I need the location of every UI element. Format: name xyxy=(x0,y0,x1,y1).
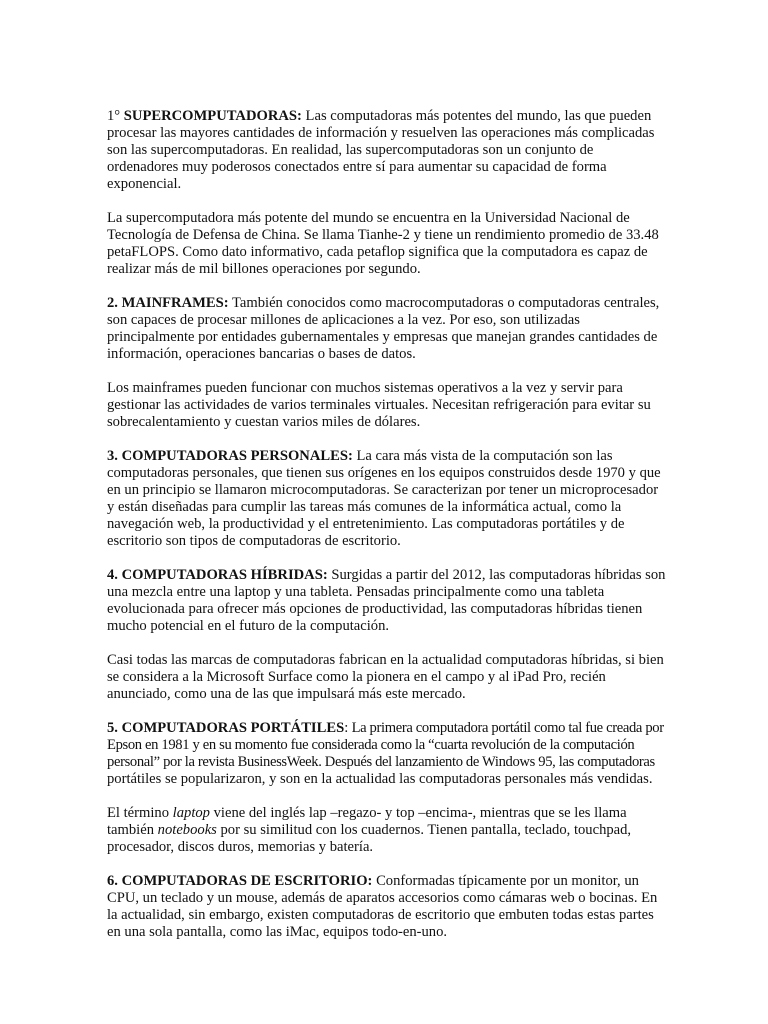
heading-mainframes: 2. MAINFRAMES: xyxy=(107,295,229,311)
heading-colon: : xyxy=(344,720,349,736)
paragraph-text: Casi todas las marcas de computadoras fabrican en la actualidad computadoras híbridas, si bien se considera a la Microsoft Surface como la pionera en el campo y al iPad Pro, recién anunciado, como una de las que impulsará más este mercado. xyxy=(107,652,664,702)
italic-term-notebooks: notebooks xyxy=(157,822,217,838)
paragraph-text: por su similitud con los cuadernos. Tienen pantalla, teclado, touchpad, procesador, discos duros, memorias y batería. xyxy=(107,822,632,855)
paragraph-text: Los mainframes pueden funcionar con muchos sistemas operativos a la vez y servir para gestionar las actividades de varios terminales virtuales. Necesitan refrigeración para evitar su sobrecalentamiento y cuestan varios miles de dólares. xyxy=(107,380,651,430)
paragraph-text: portátiles se popularizaron, y son en la actualidad las computadoras personales más vendidas. xyxy=(107,771,653,787)
heading-personales: 3. COMPUTADORAS PERSONALES: xyxy=(107,448,353,464)
paragraph-text: La supercomputadora más potente del mundo se encuentra en la Universidad Nacional de Tecnología de Defensa de China. Se llama Tianhe-2 y tiene un rendimiento promedio de 33.48 petaFLOPS. Como dato informativo, cada petaflop significa que la computadora es capaz de realizar más de mil billones operaciones por segundo. xyxy=(107,210,659,277)
paragraph-mainframes xyxy=(107,295,667,363)
paragraph-personales xyxy=(107,448,667,550)
paragraph-hibridas xyxy=(107,567,667,635)
paragraph-text: Surgidas a partir del 2012, las computadoras híbridas son una mezcla entre una laptop y una tableta. Pensadas principalmente como una tableta evolucionada para ofrecer más opciones de productividad, las computadoras híbridas tienen mucho potencial en el futuro de la computación. xyxy=(107,567,666,634)
paragraph-text: Conformadas típicamente por un monitor, un CPU, un teclado y un mouse, además de aparatos accesorios como cámaras web o bocinas. En la actualidad, sin embargo, existen computadoras de escritorio que embuten todas estas partes en una sola pantalla, como las iMac, equipos todo-en-uno. xyxy=(107,873,658,940)
paragraph-supercomputadoras xyxy=(107,108,667,193)
paragraph-text: También conocidos como macrocomputadoras o computadoras centrales, son capaces de procesar millones de aplicaciones a la vez. Por eso, son utilizadas principalmente por entidades gubernamentales y empresas que manejan grandes cantidades de información, operaciones bancarias o bases de datos. xyxy=(107,295,660,362)
paragraph-tianhe xyxy=(107,210,667,278)
italic-term-laptop: laptop xyxy=(172,805,210,821)
section-number: 1° xyxy=(107,108,124,124)
document-page xyxy=(107,108,667,958)
paragraph-escritorio xyxy=(107,873,667,941)
paragraph-text: La cara más vista de la computación son las computadoras personales, que tienen sus orígenes en los equipos construidos desde 1970 y que en un principio se llamaron microcomputadoras. Se caracterizan por tener un microprocesador y están diseñadas para cumplir las tareas más comunes de la informática actual, como la navegación web, la productividad y el entretenimiento. Las computadoras portátiles y de escritorio son tipos de computadoras de escritorio. xyxy=(107,448,661,549)
paragraph-text: El término xyxy=(107,805,173,821)
paragraph-mainframes-detail xyxy=(107,380,667,431)
paragraph-laptop xyxy=(107,805,667,856)
heading-portatiles: 5. COMPUTADORAS PORTÁTILES xyxy=(107,720,345,736)
paragraph-portatiles xyxy=(107,720,667,788)
heading-escritorio: 6. COMPUTADORAS DE ESCRITORIO: xyxy=(107,873,373,889)
heading-supercomputadoras: SUPERCOMPUTADORAS: xyxy=(123,108,302,124)
paragraph-text-condensed: La primera computadora portátil como tal fue creada por Epson en 1981 y en su momento fue considerada como la “cuarta revolución de la computación personal” por la revista BusinessWeek. Después del lanzamiento de Windows 95, las computadoras xyxy=(107,720,664,770)
heading-hibridas: 4. COMPUTADORAS HÍBRIDAS: xyxy=(107,567,328,583)
paragraph-hibridas-detail xyxy=(107,652,667,703)
paragraph-text: viene del inglés lap –regazo- y top –encima-, mientras que se les llama también xyxy=(107,805,627,838)
paragraph-text: Las computadoras más potentes del mundo, las que pueden procesar las mayores cantidades de información y resuelven las operaciones más complicadas son las supercomputadoras. En realidad, las supercomputadoras son un conjunto de ordenadores muy poderosos conectados entre sí para aumentar su capacidad de forma exponencial. xyxy=(107,108,655,192)
